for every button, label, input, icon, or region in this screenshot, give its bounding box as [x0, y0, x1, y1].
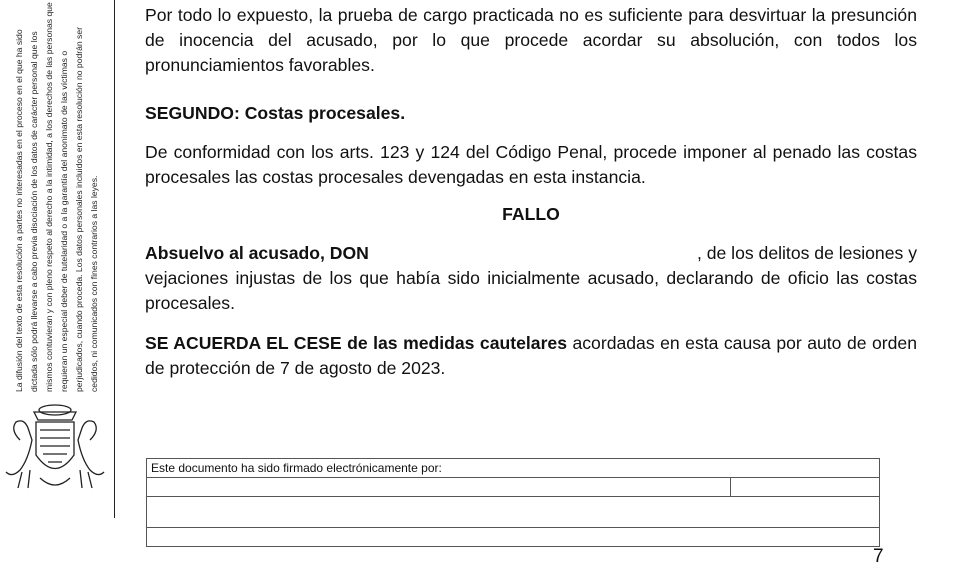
margin-divider	[114, 0, 115, 518]
signature-cell	[147, 528, 880, 547]
signature-header: Este documento ha sido firmado electrónicamente por:	[147, 459, 880, 478]
heading-segundo: SEGUNDO: Costas procesales.	[145, 103, 406, 123]
cese-rest: acordadas en esta causa por auto de orden de protección de 7 de agosto de 2023.	[145, 333, 917, 378]
absolucion-bold: Absuelvo al acusado, DON	[145, 243, 369, 263]
heading-fallo: FALLO	[502, 204, 560, 224]
data-protection-notice-text: La difusión del texto de esta resolución a partes no interesadas en el proceso en el que ha sido dictada sólo podrá llevarse a cabo previa disociación de los datos de carácter personal que los mismos contuvieran y con pleno respeto al derecho a la intimidad, a los derechos de las personas que requieran un especial deber de tutelaridad o a la garantía del anonimato de las víctimas o perjudicados, cuando proceda. Los datos personales incluidos en esta resolución no podrán ser cedidos, ni comunicados con fines contrarios a las leyes.	[14, 2, 99, 392]
absolucion-rest: vejaciones injustas de los que había sido inicialmente acusado, declarando de oficio las costas procesales.	[145, 268, 917, 313]
signature-table	[146, 458, 880, 547]
paragraph-cese	[145, 331, 917, 381]
signature-cell	[147, 478, 731, 497]
cese-bold: SE ACUERDA EL CESE de las medidas cautelares	[145, 333, 567, 353]
paragraph-absolucion	[145, 241, 917, 316]
signature-cell	[731, 478, 880, 497]
absolucion-tail: , de los delitos de lesiones y	[696, 243, 917, 263]
data-protection-notice	[0, 0, 99, 400]
coat-of-arms-seal	[0, 400, 110, 495]
signature-cell	[147, 497, 880, 528]
page-number: 7	[873, 546, 884, 567]
paragraph-conclusion: Por todo lo expuesto, la prueba de cargo practicada no es suficiente para desvirtuar la presunción de inocencia del acusado, por lo que procede acordar su absolución, con todos los pronunciamientos favorables.	[145, 5, 917, 75]
paragraph-costas: De conformidad con los arts. 123 y 124 del Código Penal, procede imponer al penado las costas procesales las costas procesales devengadas en esta instancia.	[145, 142, 917, 187]
